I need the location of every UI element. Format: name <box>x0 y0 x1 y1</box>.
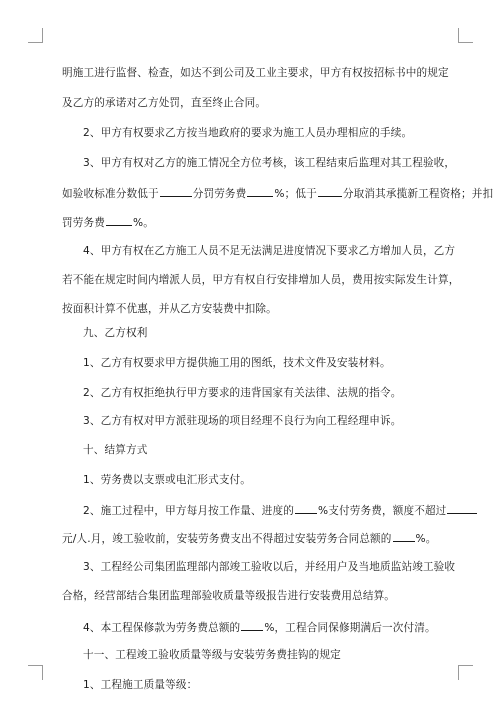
paragraph-line <box>62 214 154 230</box>
text-run: 合格，经营部结合集团监理部验收质量等级报告进行安装费用总结算。 <box>62 590 396 602</box>
text-run: %，工程合同保修期满后一次付清。 <box>264 622 436 634</box>
fill-in-blank <box>447 502 477 514</box>
paragraph-line <box>62 96 266 110</box>
fill-in-blank <box>160 185 192 197</box>
text-run: 及乙方的承诺对乙方处罚，直至终止合同。 <box>62 97 267 109</box>
paragraph-line <box>83 414 401 428</box>
fill-in-blank <box>393 530 415 542</box>
paragraph-line <box>62 589 395 603</box>
text-run: 十一、工程竣工验收质量等级与安装劳务费挂钩的规定 <box>83 649 341 661</box>
paragraph-line <box>83 126 412 140</box>
text-run: 3、工程经公司集团监理部内部竣工验收以后，并经用户及当地质监站竣工验收 <box>83 561 456 573</box>
paragraph-line <box>83 678 197 692</box>
text-run: %。 <box>132 217 154 229</box>
text-run: 十、结算方式 <box>83 444 148 456</box>
text-run: 元/人.月，竣工验收前，安装劳务费支出不得超过安装劳务合同总额的 <box>62 533 392 545</box>
paragraph-line <box>83 619 436 635</box>
paragraph-line <box>62 302 277 316</box>
text-run: 分取消其承揽新工程资格；并扣 <box>342 188 494 200</box>
text-run: %支付劳务费，额度不超过 <box>318 505 447 517</box>
paragraph-line <box>62 530 437 546</box>
text-run: 2、乙方有权拒绝执行甲方要求的违背国家有关法律、法规的指令。 <box>83 387 402 399</box>
paragraph-line <box>83 244 455 258</box>
fill-in-blank <box>241 619 263 631</box>
text-run: 3、甲方有权对乙方的施工情况全方位考核，该工程结束后监理对其工程验收， <box>83 157 456 169</box>
paragraph-line <box>62 66 449 80</box>
fill-in-blank <box>247 185 273 197</box>
text-run: 2、甲方有权要求乙方按当地政府的要求为施工人员办理相应的手续。 <box>83 127 413 139</box>
crop-mark-top-left <box>28 28 43 43</box>
fill-in-blank <box>106 214 132 226</box>
text-run: 分罚劳务费 <box>192 188 247 200</box>
paragraph-line <box>83 356 391 370</box>
text-run: 九、乙方权利 <box>83 327 148 339</box>
text-run: 4、本工程保修款为劳务费总额的 <box>83 622 241 634</box>
fill-in-blank <box>318 185 342 197</box>
section-heading <box>83 443 147 457</box>
paragraph-line <box>83 560 455 574</box>
text-run: 罚劳务费 <box>62 217 105 229</box>
text-run: 按面积计算不优惠，并从乙方安装费中扣除。 <box>62 303 277 315</box>
text-run: 1、乙方有权要求甲方提供施工用的图纸，技术文件及安装材料。 <box>83 357 391 369</box>
text-run: %；低于 <box>274 188 317 200</box>
fill-in-blank <box>295 502 317 514</box>
crop-mark-bottom-left <box>28 665 43 680</box>
text-run: 1、劳务费以支票或电汇形式支付。 <box>83 474 252 486</box>
text-run: 若不能在规定时间内增派人员，甲方有权自行安排增加人员，费用按实际发生计算， <box>62 274 460 286</box>
text-run: 3、乙方有权对甲方派驻现场的项目经理不良行为向工程经理申诉。 <box>83 415 402 427</box>
paragraph-line <box>83 473 251 487</box>
paragraph-line <box>83 156 455 170</box>
text-run: 如验收标准分数低于 <box>62 188 159 200</box>
section-heading <box>83 326 147 340</box>
text-run: 4、甲方有权在乙方施工人员不足无法满足进度情况下要求乙方增加人员，乙方 <box>83 245 456 257</box>
text-run: 1、工程施工质量等级： <box>83 679 198 691</box>
crop-mark-bottom-right <box>458 665 473 680</box>
crop-mark-top-right <box>458 28 473 43</box>
text-run: %。 <box>415 533 437 545</box>
text-run: 2、施工过程中，甲方每月按工作量、进度的 <box>83 505 295 517</box>
paragraph-line <box>83 502 478 518</box>
text-run: 明施工进行监督、检查，如达不到公司及工业主要求，甲方有权按招标书中的规定 <box>62 67 449 79</box>
section-heading <box>83 648 341 662</box>
paragraph-line <box>62 273 460 287</box>
paragraph-line <box>62 185 493 201</box>
paragraph-line <box>83 386 401 400</box>
